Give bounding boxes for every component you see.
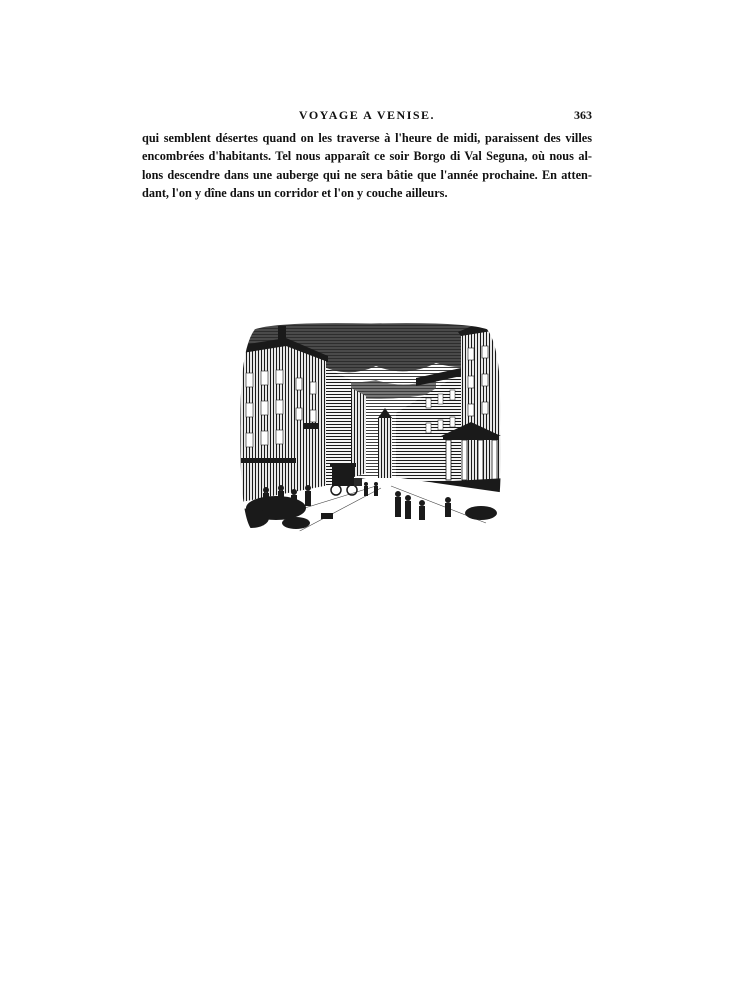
paragraph-line: dant, l'on y dîne dans un corridor et l'on y couche ailleurs. xyxy=(142,186,448,201)
street-scene-engraving xyxy=(236,318,506,538)
paragraph-line: qui semblent désertes quand on les traverse à l'heure de midi, paraissent des villes xyxy=(142,131,592,145)
body-paragraph xyxy=(142,129,592,203)
distant-tower xyxy=(378,418,392,478)
page-number: 363 xyxy=(574,108,592,122)
engraving-illustration xyxy=(236,318,506,538)
running-head xyxy=(142,108,592,124)
paragraph-line: lons descendre dans une auberge qui ne sera bâtie que l'année prochaine. En atten- xyxy=(142,167,592,182)
paragraph-line: encombrées d'habitants. Tel nous apparaît ce soir Borgo di Val Seguna, où nous al- xyxy=(142,149,592,164)
running-title: VOYAGE A VENISE. xyxy=(298,108,436,122)
